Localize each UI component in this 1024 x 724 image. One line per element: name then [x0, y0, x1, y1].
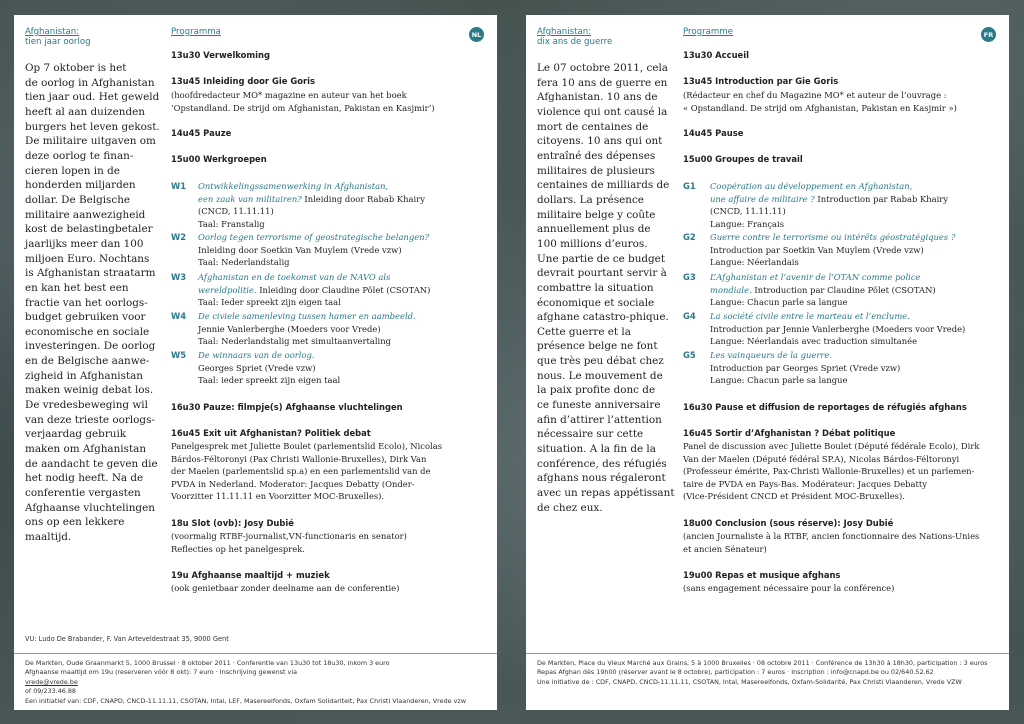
session-debate-detail: Van der Maelen (Député fédéral SP.A), Nicolas Bárdos-Féltoronyi [683, 453, 960, 464]
intro-line: ons op een lekkere [25, 516, 125, 529]
footer-line: Een initiatief van: CDF, CNAPD, CNCD-11.11.11, CSOTAN, Intal, LEF, Masereelfonds, Oxfam Solidariteit, Pax Christi Vlaanderen, Vrede vzw [25, 696, 466, 705]
workshop-title: L’Afghanistan et l’avenir de l’OTAN comme police [710, 272, 921, 282]
intro-line: afin d’attirer l’attention [537, 413, 662, 426]
session-introduction-detail: (hoofdredacteur MO* magazine en auteur van het boek [171, 90, 407, 100]
page-heading [537, 27, 612, 48]
intro-line: budget gebruiken voor [25, 311, 146, 324]
workshop-line [198, 193, 425, 206]
footer-text: Afghaanse maaltijd om 19u (reserveren vóór 8 okt): 7 euro · Inschrijving gewenst via [25, 668, 298, 677]
intro-line: economische en sociale [25, 325, 150, 338]
intro-line: de chez eux. [537, 501, 603, 514]
workshop-line [198, 284, 430, 297]
intro-line: Le 07 octobre 2011, cela [537, 62, 668, 74]
intro-line: dollars. La présence [537, 193, 644, 206]
workshop-code: G4 [683, 311, 696, 321]
workshop-speaker: Inleiding door Rabab Khairy [301, 193, 425, 204]
intro-line: Afghaanse vluchtelingen [25, 501, 155, 514]
session-film-break: 16u30 Pause et diffusion de reportages de réfugiés afghans [683, 402, 967, 412]
workshop-title: Coopération au développement en Afghanistan, [710, 181, 913, 191]
intro-line: investeringen. De oorlog [25, 340, 156, 353]
workshop-title: Afghanistan en de toekomst van de NAVO als [198, 272, 391, 282]
session-debate-detail: der Maelen (parlementslid sp.a) en een parlementslid van de [171, 466, 431, 476]
intro-line: violence qui ont causé la [537, 105, 668, 118]
session-debate-detail: Bárdos-Féltoronyi (Pax Christi Wallonie-Bruxelles), Dirk Van [171, 453, 427, 464]
intro-line: verjaardag gebruik [25, 428, 127, 441]
intro-line: fractie van het oorlogs- [25, 296, 148, 309]
heading-line-2: dix ans de guerre [537, 37, 613, 48]
session-debate-detail: Panelgesprek met Juliette Boulet (parlementslid Ecolo), Nicolas [171, 441, 443, 451]
intro-line: dollar. De Belgische [25, 193, 131, 206]
workshop-language: Langue: Néerlandais [710, 257, 799, 267]
intro-line: que très peu débat chez [537, 355, 664, 368]
workshop-speaker: Introduction par Georges Spriet (Vrede vzw) [710, 362, 901, 373]
heading-line-1: Afghanistan: [537, 27, 592, 37]
flyer-page-nl [14, 15, 497, 710]
intro-line: afghans nous régaleront [537, 472, 666, 485]
intro-line: militaire aanwezigheid [25, 208, 146, 221]
session-closing-detail: (voormalig RTBF-journalist,VN-functionaris en senator) [171, 531, 407, 541]
intro-line: De militaire uitgaven om [25, 135, 156, 148]
workshop-line [710, 193, 948, 206]
intro-line: Afghanistan. 10 ans de [537, 91, 658, 104]
flyer-page-fr [526, 15, 1009, 710]
footer-line [25, 668, 490, 696]
workshop-language: Langue: Chacun parle sa langue [710, 375, 848, 385]
intro-line: nous. Le mouvement de [537, 369, 663, 382]
session-closing: 18u Slot (ovb): Josy Dubié [171, 518, 294, 528]
workshop-language: Taal: Nederlandstalig [198, 257, 290, 267]
intro-line: avec un repas appétissant [537, 487, 675, 500]
session-debate-detail: (Professeur émérite, Pax-Christi Wallonie-Bruxelles) et un parlemen- [683, 466, 975, 476]
workshop-title: mondiale. [710, 284, 752, 295]
workshop-title: La société civile entre le marteau et l’enclume. [710, 311, 910, 321]
intro-text [25, 61, 160, 545]
intro-line: conférence, des réfugiés [537, 457, 667, 470]
session-meal-detail: (sans engagement nécessaire pour la conférence) [683, 583, 895, 593]
intro-line: situation. A la fin de la [537, 443, 656, 456]
session-debate: 16u45 Sortir d’Afghanistan ? Débat politique [683, 428, 896, 438]
intro-line: mort de centaines de [537, 120, 649, 133]
footer-line: De Markten, Oude Graanmarkt 5, 1000 Brussel · 8 oktober 2011 · Conferentie van 13u30 tot 18u30, inkom 3 euro [25, 659, 390, 667]
session-debate-detail: taire de PVDA en Pays-Bas. Modérateur: Jacques Debatty [683, 478, 927, 489]
workshop-speaker: Georges Spriet (Vrede vzw) [198, 362, 316, 373]
intro-line: en kan het best een [25, 281, 129, 294]
footer-line: Repas Afghan dès 19h00 (réserver avant le 8 octobre), participation : 7 euros · Inscription : info@cnapd.be ou 02/640.52.62 [537, 668, 934, 677]
session-welcome: 13u30 Accueil [683, 50, 749, 60]
intro-line: heeft al aan duizenden [25, 105, 145, 118]
workshop-speaker-org: (CNCD, 11.11.11) [710, 206, 786, 216]
intro-line: honderden miljarden [25, 179, 136, 192]
footer-line: De Markten, Place du Vieux Marché aux Grains, 5 à 1000 Bruxelles · 08 octobre 2011 · Conférence de 13h30 à 18h30, participation : 3 euros [537, 659, 988, 667]
footer-info [25, 659, 490, 706]
workshop-title: De winnaars van de oorlog. [198, 350, 315, 360]
intro-line: militaire belge y coûte [537, 208, 656, 221]
session-break: 14u45 Pause [683, 128, 744, 138]
intro-line: la paix profite donc de [537, 384, 656, 397]
workshop-code: G1 [683, 181, 696, 191]
session-debate-detail: PVDA in Nederland. Moderator: Jacques Debatty (Onder- [171, 478, 415, 489]
session-welcome: 13u30 Verwelkoming [171, 50, 270, 60]
intro-line: Op 7 oktober is het [25, 62, 127, 74]
intro-line: centaines de milliards de [537, 179, 670, 192]
workshop-speaker: Introduction par Claudine Pôlet (CSOTAN) [751, 284, 936, 295]
intro-line: zigheid in Afghanistan [25, 369, 144, 382]
intro-line: van deze trieste oorlogs- [25, 413, 155, 426]
workshop-code: W1 [171, 181, 187, 191]
session-meal: 19u00 Repas et musique afghans [683, 570, 841, 580]
intro-line: maken om Afghanistan [25, 443, 147, 456]
workshop-language: Langue: Néerlandais avec traduction simultanée [710, 336, 918, 346]
workshop-speaker: Introduction par Jennie Vanlerberghe (Moeders voor Vrede) [710, 323, 966, 334]
intro-line: Cette guerre et la [537, 325, 631, 338]
session-introduction-detail: « Opstandland. De strijd om Afghanistan, Pakistan en Kasjmir ») [683, 102, 957, 113]
intro-line: en de Belgische aanwe- [25, 355, 150, 368]
session-closing-detail: (ancien Journaliste à la RTBF, ancien fonctionnaire des Nations-Unies [683, 531, 980, 541]
intro-line: maaltijd. [25, 531, 72, 543]
workshop-code: W3 [171, 272, 187, 282]
session-debate-detail: Voorzitter 11.11.11 en Voorzitter MOC-Bruxelles). [171, 491, 385, 501]
intro-line: jaarlijks meer dan 100 [25, 237, 144, 250]
intro-line: ce funeste anniversaire [537, 399, 661, 412]
workshop-title: Guerre contre le terrorisme ou intérêts géostratégiques ? [710, 232, 956, 242]
intro-line: tien jaar oud. Het geweld [25, 91, 160, 104]
intro-line: combattre la situation [537, 281, 654, 294]
workshop-line [710, 284, 936, 297]
publisher-line: VU: Ludo De Brabander, F. Van Arteveldestraat 35, 9000 Gent [25, 635, 229, 643]
programme-title: Programme [683, 27, 733, 37]
session-debate-detail: Panel de discussion avec Juliette Boulet (Député fédérale Ecolo), Dirk [683, 441, 980, 451]
intro-line: de aandacht te geven die [25, 457, 158, 470]
session-meal: 19u Afghaanse maaltijd + muziek [171, 570, 330, 580]
session-introduction: 13u45 Introduction par Gie Goris [683, 76, 839, 86]
intro-line: de oorlog in Afghanistan [25, 76, 155, 89]
footer-divider [526, 653, 1009, 654]
intro-line: 100 millions d’euros. [537, 237, 648, 250]
workshop-code: W5 [171, 350, 187, 360]
session-closing-detail: et ancien Sénateur) [683, 543, 767, 554]
session-break: 14u45 Pauze [171, 128, 232, 138]
intro-line: afghane catastro-phique. [537, 311, 669, 324]
session-workshops: 15u00 Groupes de travail [683, 154, 803, 164]
workshop-title: Les vainqueurs de la guerre. [710, 350, 832, 360]
workshop-title: une affaire de militaire ? [710, 193, 815, 204]
workshop-language: Taal: Ieder spreekt zijn eigen taal [198, 297, 341, 307]
intro-line: cieren lopen in de [25, 164, 120, 177]
intro-line: citoyens. 10 ans qui ont [537, 135, 663, 148]
session-meal-detail: (ook genietbaar zonder deelname aan de conferentie) [171, 583, 400, 593]
workshop-code: G3 [683, 272, 696, 282]
intro-line: is Afghanistan straatarm [25, 267, 156, 280]
intro-line: fera 10 ans de guerre en [537, 76, 668, 89]
workshop-code: W2 [171, 232, 187, 242]
intro-line: maken weinig debat los. [25, 384, 154, 397]
intro-line: miljoen Euro. Nochtans [25, 252, 150, 265]
intro-line: De vredesbeweging wil [25, 399, 148, 412]
session-debate: 16u45 Exit uit Afghanistan? Politiek debat [171, 428, 371, 438]
session-workshops: 15u00 Werkgroepen [171, 154, 267, 164]
heading-line-1: Afghanistan: [25, 27, 80, 37]
intro-line: annuellement plus de [537, 223, 651, 236]
workshop-speaker: Inleiding door Claudine Pôlet (CSOTAN) [256, 284, 431, 295]
workshop-language: Taal: ieder spreekt zijn eigen taal [198, 375, 341, 385]
intro-text [537, 61, 675, 515]
programme-title: Programma [171, 27, 221, 37]
language-badge: NL [469, 27, 484, 42]
workshop-code: W4 [171, 311, 187, 321]
intro-line: burgers het leven gekost. [25, 120, 160, 133]
intro-line: économique et sociale [537, 296, 655, 309]
page-heading [25, 27, 91, 48]
intro-line: het nodig heeft. Na de [25, 472, 144, 485]
workshop-title: wereldpolitie. [198, 284, 257, 295]
workshop-language: Taal: Franstalig [198, 218, 265, 229]
workshop-language: Langue: Chacun parle sa langue [710, 297, 848, 307]
workshop-speaker: Introduction par Rabab Khairy [814, 193, 949, 204]
workshop-code: G5 [683, 350, 696, 360]
intro-line: deze oorlog te finan- [25, 149, 134, 162]
session-film-break: 16u30 Pauze: filmpje(s) Afghaanse vluchtelingen [171, 402, 403, 412]
workshop-speaker: Introduction par Soetkin Van Muylem (Vrede vzw) [710, 244, 924, 255]
intro-line: entraîné des dépenses [537, 149, 656, 162]
workshop-title: Oorlog tegen terrorisme of geostrategische belangen? [198, 232, 430, 242]
workshop-title: Ontwikkelingssamenwerking in Afghanistan, [198, 181, 389, 191]
session-closing-detail: Reflecties op het panelgesprek. [171, 543, 305, 554]
heading-line-2: tien jaar oorlog [25, 37, 91, 48]
workshop-speaker: Jennie Vanlerberghe (Moeders voor Vrede) [198, 323, 381, 334]
session-introduction-detail: ‘Opstandland. De strijd om Afghanistan, Pakistan en Kasjmir’) [171, 102, 435, 113]
session-closing: 18u00 Conclusion (sous réserve): Josy Dubié [683, 518, 894, 528]
session-introduction-detail: (Rédacteur en chef du Magazine MO* et auteur de l’ouvrage : [683, 90, 947, 100]
workshop-speaker-org: (CNCD, 11.11.11) [198, 206, 274, 216]
footer-divider [14, 653, 497, 654]
workshop-speaker: Inleiding door Soetkin Van Muylem (Vrede vzw) [198, 244, 402, 255]
intro-line: devrait pourtant servir à [537, 267, 667, 280]
footer-text: of 09/233.46.88 [25, 687, 77, 696]
workshop-title: De civiele samenleving tussen hamer en aambeeld. [198, 311, 416, 321]
footer-info [537, 659, 1002, 687]
session-debate-detail: (Vice-Président CNCD et Président MOC-Bruxelles). [683, 491, 905, 501]
intro-line: militaires de plusieurs [537, 164, 655, 177]
intro-line: conferentie vergasten [25, 487, 141, 500]
workshop-language: Langue: Français [710, 218, 785, 229]
workshop-title: een zaak van militairen? [198, 193, 302, 204]
email-link[interactable]: vrede@vrede.be [25, 677, 78, 686]
intro-line: kost de belastingbetaler [25, 223, 153, 236]
workshop-code: G2 [683, 232, 696, 242]
intro-line: présence belge ne font [537, 340, 658, 353]
intro-line: Une partie de ce budget [537, 252, 666, 265]
session-introduction: 13u45 Inleiding door Gie Goris [171, 76, 315, 86]
footer-line: Une initiative de : CDF, CNAPD, CNCD-11.11.11, CSOTAN, Intal, Masereelfonds, Oxfam-Solidarité, Pax Christi Vlaanderen, Vrede VZW [537, 677, 962, 686]
intro-line: nécessaire sur cette [537, 428, 644, 441]
workshop-language: Taal: Nederlandstalig met simultaanvertaling [198, 336, 391, 346]
language-badge: FR [981, 27, 996, 42]
